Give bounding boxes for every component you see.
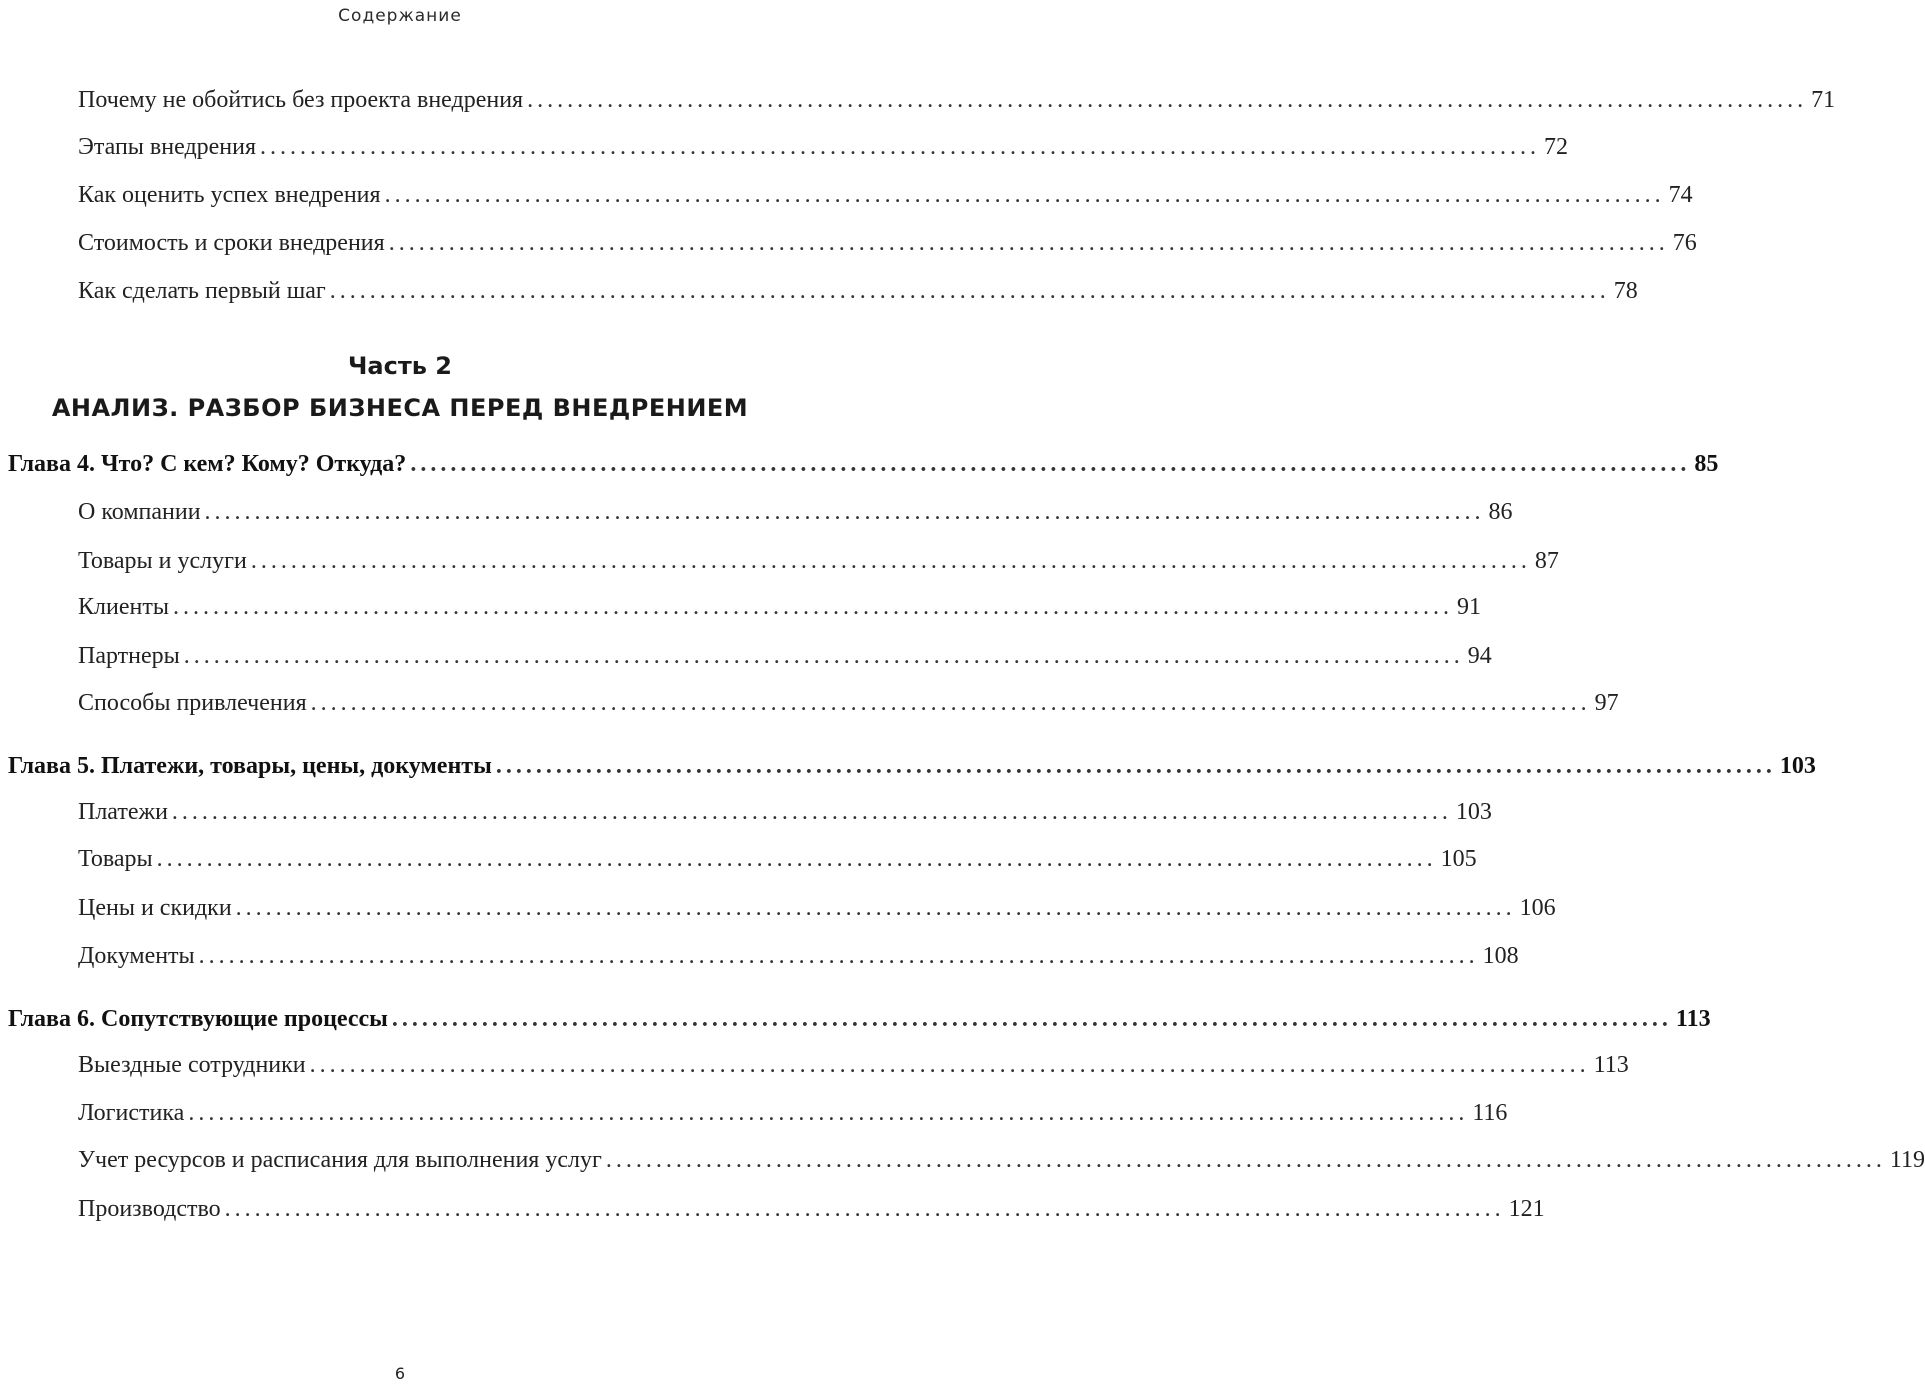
toc-entry[interactable] [78,797,1492,827]
toc-entry-page: 121 [1508,1196,1545,1222]
dot-leader: ................................................................................................................................ [198,943,1479,969]
toc-entry-title: Учет ресурсов и расписания для выполнения услуг [78,1147,602,1173]
toc-entry[interactable] [78,180,1693,210]
page-number: 6 [394,1364,406,1383]
toc-entry-title: Выездные сотрудники [78,1052,306,1078]
toc-entry-title: Стоимость и сроки внедрения [78,230,385,256]
chapter-page: 113 [1675,1006,1711,1032]
toc-entry[interactable] [78,1194,1545,1224]
dot-leader: ................................................................................................................................ [391,1006,1672,1032]
toc-entry[interactable] [78,85,1836,115]
toc-entry-page: 76 [1672,230,1697,256]
toc-entry[interactable] [78,641,1492,671]
toc-entry-page: 113 [1593,1052,1629,1078]
chapter-entry[interactable] [8,449,1719,479]
toc-entry[interactable] [78,592,1481,622]
dot-leader: ................................................................................................................................ [310,690,1591,716]
chapter-entry[interactable] [8,1004,1711,1034]
dot-leader: ................................................................................................................................ [183,643,1464,669]
dot-leader: ................................................................................................................................ [156,846,1437,872]
toc-entry-page: 119 [1889,1147,1925,1173]
toc-entry-title: Этапы внедрения [78,134,257,160]
toc-entry[interactable] [78,688,1619,718]
toc-entry-title: Клиенты [78,594,169,620]
dot-leader: ................................................................................................................................ [188,1100,1469,1126]
toc-entry-title: Логистика [78,1100,185,1126]
dot-leader: ................................................................................................................................ [171,799,1452,825]
toc-entry-page: 71 [1811,87,1836,113]
toc-entry-page: 91 [1456,594,1481,620]
toc-entry-page: 86 [1488,499,1513,525]
toc-entry-title: Почему не обойтись без проекта внедрения [78,87,524,113]
toc-entry-title: О компании [78,499,201,525]
toc-entry[interactable] [78,276,1638,306]
dot-leader: ................................................................................................................................ [605,1147,1886,1173]
toc-entry-title: Товары [78,846,153,872]
toc-entry-title: Документы [78,943,195,969]
toc-entry[interactable] [78,1050,1629,1080]
toc-entry-page: 108 [1482,943,1519,969]
toc-entry[interactable] [78,228,1697,258]
dot-leader: ................................................................................................................................ [527,87,1808,113]
dot-leader: ................................................................................................................................ [172,594,1453,620]
toc-entry[interactable] [78,1145,1925,1175]
toc-entry-title: Как сделать первый шаг [78,278,326,304]
toc-entry[interactable] [78,132,1569,162]
dot-leader: ................................................................................................................................ [329,278,1610,304]
dot-leader: ................................................................................................................................ [309,1052,1590,1078]
toc-entry-page: 78 [1613,278,1638,304]
toc-entry-page: 87 [1534,548,1559,574]
chapter-entry[interactable] [8,751,1816,781]
toc-entry-title: Цены и скидки [78,895,232,921]
toc-entry-page: 72 [1544,134,1569,160]
toc-entry[interactable] [78,497,1513,527]
toc-entry-title: Способы привлечения [78,690,307,716]
part-title: АНАЛИЗ. РАЗБОР БИЗНЕСА ПЕРЕД ВНЕДРЕНИЕМ [51,394,749,422]
chapter-title: Глава 4. Что? С кем? Кому? Откуда? [8,451,407,477]
toc-entry[interactable] [78,844,1477,874]
toc-entry[interactable] [78,546,1559,576]
chapter-page: 103 [1779,753,1816,779]
dot-leader: ................................................................................................................................ [495,753,1776,779]
toc-entry[interactable] [78,1098,1508,1128]
chapter-title: Глава 6. Сопутствующие процессы [8,1006,388,1032]
dot-leader: ................................................................................................................................ [224,1196,1505,1222]
toc-entry-page: 103 [1455,799,1492,825]
dot-leader: ................................................................................................................................ [410,451,1691,477]
dot-leader: ................................................................................................................................ [260,134,1541,160]
toc-entry-title: Платежи [78,799,168,825]
toc-entry-title: Партнеры [78,643,180,669]
toc-entry-page: 106 [1519,895,1556,921]
toc-entry-title: Производство [78,1196,221,1222]
chapter-title: Глава 5. Платежи, товары, цены, документы [8,753,492,779]
toc-entry-page: 105 [1440,846,1477,872]
dot-leader: ................................................................................................................................ [388,230,1669,256]
toc-entry-page: 116 [1472,1100,1508,1126]
dot-leader: ................................................................................................................................ [235,895,1516,921]
toc-entry-title: Товары и услуги [78,548,247,574]
dot-leader: ................................................................................................................................ [250,548,1531,574]
part-label: Часть 2 [348,352,452,380]
toc-entry-page: 94 [1467,643,1492,669]
running-head: Содержание [338,6,462,26]
chapter-page: 85 [1694,451,1719,477]
dot-leader: ................................................................................................................................ [384,182,1665,208]
toc-entry-title: Как оценить успех внедрения [78,182,381,208]
dot-leader: ................................................................................................................................ [204,499,1485,525]
toc-entry[interactable] [78,941,1519,971]
toc-entry-page: 97 [1594,690,1619,716]
toc-entry[interactable] [78,893,1556,923]
toc-entry-page: 74 [1668,182,1693,208]
